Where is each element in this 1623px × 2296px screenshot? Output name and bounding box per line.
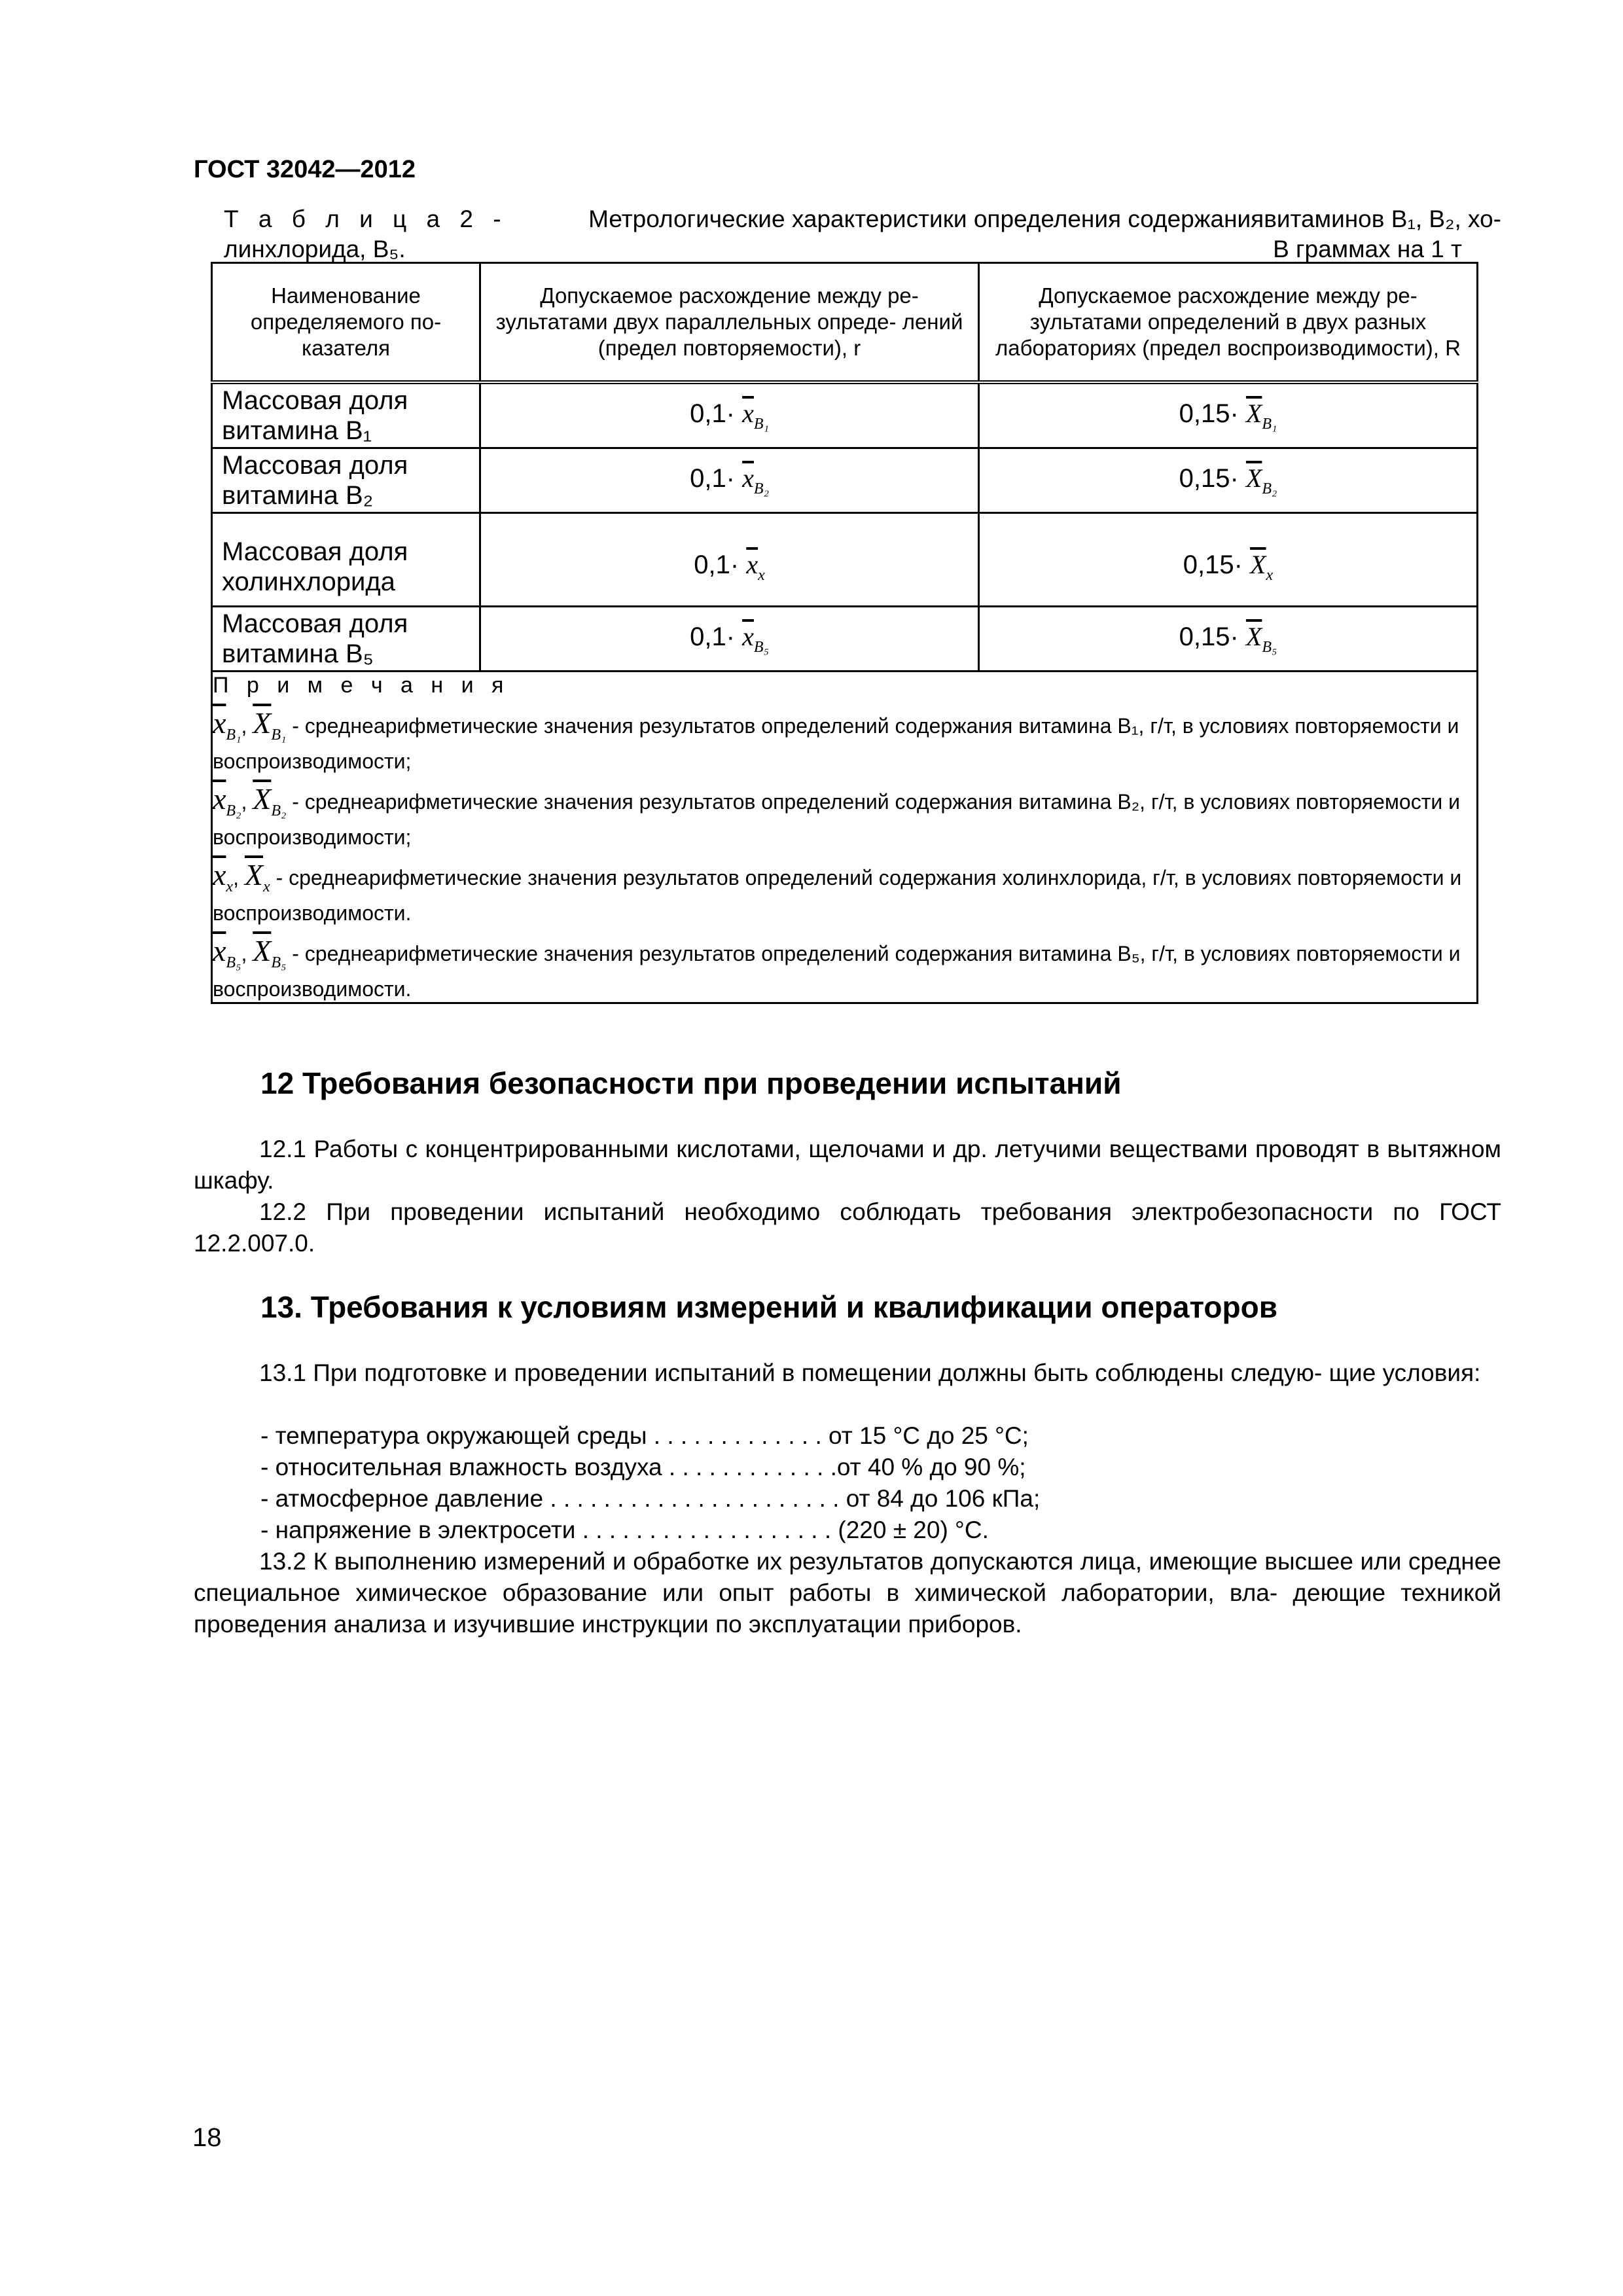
section-13-title: 13. Требования к условиям измерений и квалификации операторов [260, 1290, 1277, 1324]
repeatability-limit: $0,1\cdot \overline{x}_x$ [480, 513, 979, 607]
repeatability-limit: $0,1\cdot \overline{x}_{B_1}$ [480, 382, 979, 448]
table-units: В граммах на 1 т [1273, 236, 1462, 262]
notes-title: П р и м е ч а н и я [213, 673, 510, 698]
table-row [212, 448, 1478, 513]
metrology-table [211, 262, 1478, 1004]
table-row [212, 382, 1478, 448]
section-13-paragraph-1: 13.1 При подготовке и проведении испытаний в помещении должны быть соблюдены следую- щие условия: [259, 1359, 1481, 1386]
table-notes [212, 672, 1478, 1003]
row-name: Массовая доля холинхлорида [212, 513, 480, 607]
document-number: ГОСТ 32042—2012 [194, 156, 416, 183]
table-label: Т а б л и ц а 2 - [224, 206, 508, 232]
column-header-reproducibility: Допускаемое расхождение между ре- зультатами определений в двух разных лабораториях (предел воспроизводимости), R [979, 263, 1478, 383]
table-caption-text-1: Метрологические характеристики определения содержаниявитаминов В₁, В₂, хо- [588, 206, 1501, 232]
note-item: $\overline{x}_{B_5}$, $\overline{X}_{B_5}$ - среднеарифметические значения результатов определений содержания витамина В₅, г/т, в условиях повторяемости и воспроизводимости. [213, 934, 1461, 1001]
condition-humidity: - относительная влажность воздуха . . . . . . . . . . . . .от 40 % до 90 %; [260, 1454, 1026, 1480]
reproducibility-limit: $0,15\cdot \overline{X}_{B_5}$ [979, 607, 1478, 672]
section-12-paragraph-1: 12.1 Работы с концентрированными кислотами, щелочами и др. летучими веществами проводят в вытяжном шкафу. [194, 1136, 1501, 1194]
table-header-row [212, 263, 1478, 383]
condition-pressure: - атмосферное давление . . . . . . . . . . . . . . . . . . . . . . от 84 до 106 кПа; [260, 1485, 1041, 1512]
table-row [212, 607, 1478, 672]
section-12-paragraph-2: 12.2 При проведении испытаний необходимо соблюдать требования электробезопасности по ГОСТ 12.2.007.0. [194, 1198, 1501, 1257]
reproducibility-limit: $0,15\cdot \overline{X}_{B_2}$ [979, 448, 1478, 513]
section-12-title: 12 Требования безопасности при проведении испытаний [260, 1066, 1122, 1100]
note-item: $\overline{x}_{B_1}$, $\overline{X}_{B_1}$ - среднеарифметические значения результатов определений содержания витамина В₁, г/т, в условиях повторяемости и воспроизводимости; [213, 706, 1459, 773]
note-item: $\overline{x}_{B_2}$, $\overline{X}_{B_2}$ - среднеарифметические значения результатов определений содержания витамина В₂, г/т, в условиях повторяемости и воспроизводимости; [213, 782, 1461, 849]
column-header-repeatability: Допускаемое расхождение между ре- зультатами двух параллельных опреде- лений (предел повторяемости), r [480, 263, 979, 383]
reproducibility-limit: $0,15\cdot \overline{X}_{B_1}$ [979, 382, 1478, 448]
row-name: Массовая доля витамина В₁ [212, 382, 480, 448]
table-caption-text-2: линхлорида, В₅. [224, 236, 406, 262]
row-name: Массовая доля витамина В₂ [212, 448, 480, 513]
row-name: Массовая доля витамина В₅ [212, 607, 480, 672]
page-number: 18 [192, 2123, 222, 2152]
column-header-name: Наименование определяемого по- казателя [212, 263, 480, 383]
table-notes-row [212, 672, 1478, 1003]
condition-temperature: - температура окружающей среды . . . . . . . . . . . . . от 15 °С до 25 °С; [260, 1422, 1029, 1449]
repeatability-limit: $0,1\cdot \overline{x}_{B_2}$ [480, 448, 979, 513]
note-item: $\overline{x}_x$, $\overline{X}_x$ - среднеарифметические значения результатов определений содержания холинхлорида, г/т, в условиях повторяемости и воспроизводимости. [213, 858, 1462, 925]
section-13-paragraph-2: 13.2 К выполнению измерений и обработке их результатов допускаются лица, имеющие высшее или среднее специальное химическое образование или опыт работы в химической лаборатории, вла- деющие техникой проведения анализа и изучившие инструкции по эксплуатации приборов. [194, 1548, 1501, 1638]
table-row [212, 513, 1478, 607]
reproducibility-limit: $0,15\cdot \overline{X}_x$ [979, 513, 1478, 607]
table-caption [194, 204, 1501, 264]
repeatability-limit: $0,1\cdot \overline{x}_{B_5}$ [480, 607, 979, 672]
condition-voltage: - напряжение в электросети . . . . . . . . . . . . . . . . . . . (220 ± 20) °С. [260, 1516, 989, 1543]
